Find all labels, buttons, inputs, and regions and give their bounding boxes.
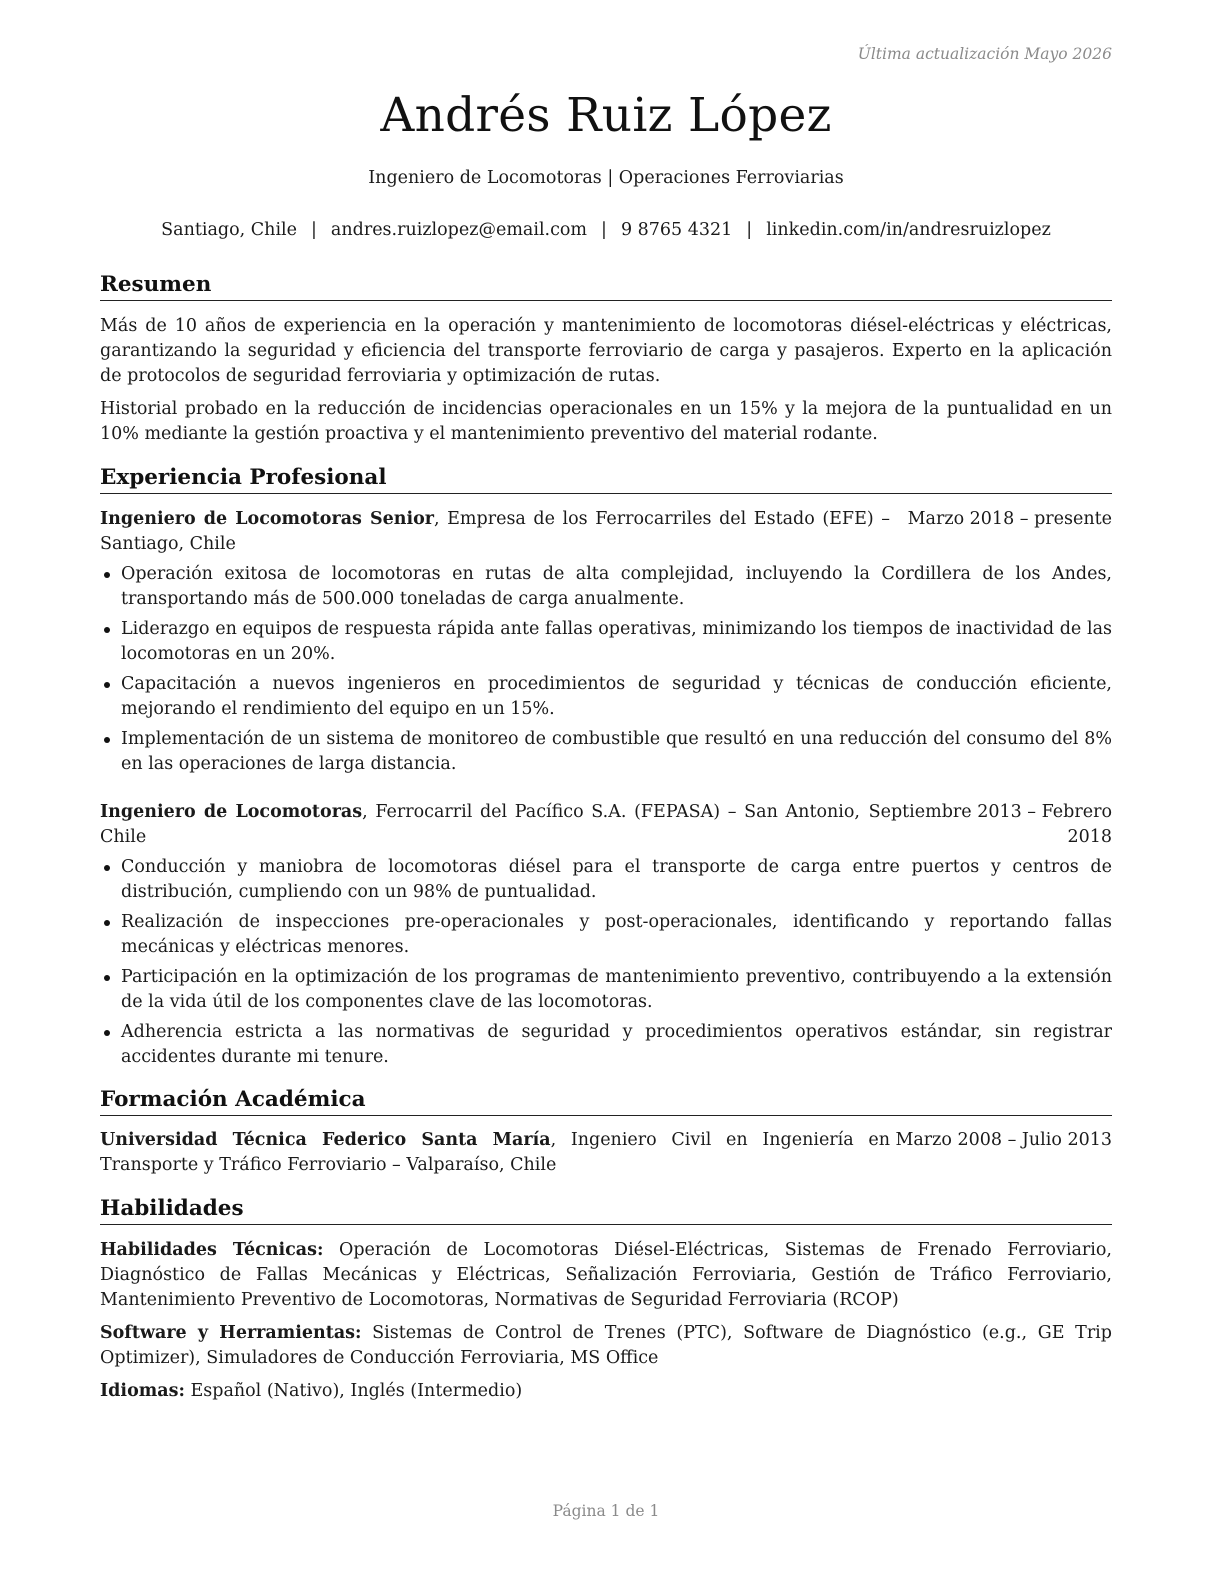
contact-separator: | (311, 220, 317, 240)
job-bullets (100, 855, 1112, 1070)
skill-value: Español (Nativo), Inglés (Intermedio) (184, 1381, 523, 1401)
skills-block (100, 1238, 1112, 1404)
list-item: Implementación de un sistema de monitoreo de combustible que resultó en una reducción del consumo del 8% en las operaciones de larga distancia. (100, 727, 1112, 777)
list-item: Capacitación a nuevos ingenieros en procedimientos de seguridad y técnicas de conducción eficiente, mejorando el rendimiento del equipo en un 15%. (100, 672, 1112, 722)
bullet-icon (104, 737, 110, 743)
skill-value: Sistemas de Control de Trenes (PTC), Software de Diagnóstico (e.g., GE Trip Optimizer), Simuladores de Conducción Ferroviaria, MS Office (100, 1323, 1112, 1368)
contact-line (100, 220, 1112, 240)
job-role: Ingeniero de Locomotoras (100, 802, 363, 822)
resume-page (100, 0, 1112, 1584)
job-header (100, 800, 1112, 850)
page-number: Página 1 de 1 (552, 1502, 660, 1520)
job-company: , Ferrocarril del Pacífico S.A. (FEPASA) – San Antonio, Chile (100, 802, 860, 847)
candidate-name: Andrés Ruiz López (380, 88, 832, 143)
skill-label: Habilidades Técnicas: (100, 1240, 324, 1260)
job-header (100, 507, 1112, 557)
skill-row (100, 1321, 1112, 1371)
list-item: Operación exitosa de locomotoras en rutas de alta complejidad, incluyendo la Cordillera de los Andes, transportando más de 500.000 toneladas de carga anualmente. (100, 562, 1112, 612)
skill-row (100, 1238, 1112, 1313)
skill-label: Software y Herramientas: (100, 1323, 362, 1343)
list-item: Participación en la optimización de los programas de mantenimiento preventivo, contribuyendo a la extensión de la vida útil de los componentes clave de las locomotoras. (100, 965, 1112, 1015)
bullet-icon (104, 627, 110, 633)
list-item: Liderazgo en equipos de respuesta rápida ante fallas operativas, minimizando los tiempos de inactividad de las locomotoras en un 20%. (100, 617, 1112, 667)
bullet-icon (104, 920, 110, 926)
list-item: Realización de inspecciones pre-operacionales y post-operacionales, identificando y reportando fallas mecánicas y eléctricas menores. (100, 910, 1112, 960)
contact-email[interactable]: andres.ruizlopez@email.com (330, 220, 588, 240)
headline: Ingeniero de Locomotoras | Operaciones Ferroviarias (368, 168, 844, 188)
section-title-education: Formación Académica (100, 1086, 1112, 1116)
skill-label: Idiomas: (100, 1381, 185, 1401)
list-item: Conducción y maniobra de locomotoras diésel para el transporte de carga entre puertos y centros de distribución, cumpliendo con un 98% de puntualidad. (100, 855, 1112, 905)
last-updated: Última actualización Mayo 2026 (857, 45, 1112, 63)
bullet-icon (104, 682, 110, 688)
section-title-summary: Resumen (100, 271, 1112, 301)
section-title-experience: Experiencia Profesional (100, 464, 1112, 494)
contact-separator: | (746, 220, 753, 240)
bullet-icon (104, 572, 110, 578)
education-dates: Marzo 2008 – Julio 2013 (895, 1130, 1112, 1150)
education-entry (100, 1128, 1112, 1178)
contact-separator: | (601, 220, 607, 240)
education-institution: Universidad Técnica Federico Santa María (100, 1130, 551, 1150)
job-dates: Septiembre 2013 – Febrero 2018 (868, 802, 1112, 847)
bullet-icon (104, 975, 110, 981)
job-bullets (100, 562, 1112, 777)
summary-paragraph: Más de 10 años de experiencia en la operación y mantenimiento de locomotoras diésel-eléctricas y eléctricas, garantizando la seguridad y eficiencia del transporte ferroviario de carga y pasajeros. Experto en la aplicación de protocolos de seguridad ferroviaria y optimización de rutas. (100, 316, 1112, 386)
job-dates: Marzo 2018 – presente (907, 509, 1112, 529)
job-role: Ingeniero de Locomotoras Senior (100, 509, 435, 529)
bullet-icon (104, 1030, 110, 1036)
skill-value: Operación de Locomotoras Diésel-Eléctricas, Sistemas de Frenado Ferroviario, Diagnóstico de Fallas Mecánicas y Eléctricas, Señalización Ferroviaria, Gestión de Tráfico Ferroviario, Mantenimiento Preventivo de Locomotoras, Normativas de Seguridad Ferroviaria (RCOP) (100, 1240, 1112, 1310)
section-title-skills: Habilidades (100, 1195, 1112, 1225)
education-degree: , Ingeniero Civil en Ingeniería en Transporte y Tráfico Ferroviario – Valparaíso, Chile (100, 1130, 890, 1175)
contact-phone: 9 8765 4321 (620, 220, 733, 240)
bullet-icon (104, 865, 110, 871)
job-company: , Empresa de los Ferrocarriles del Estado (EFE) – Santiago, Chile (100, 509, 890, 554)
contact-linkedin[interactable]: linkedin.com/in/andresruizlopez (766, 220, 1051, 240)
summary-block (100, 314, 1112, 447)
skill-row (100, 1379, 1112, 1404)
list-item: Adherencia estricta a las normativas de seguridad y procedimientos operativos estándar, sin registrar accidentes durante mi tenure. (100, 1020, 1112, 1070)
summary-paragraph: Historial probado en la reducción de incidencias operacionales en un 15% y la mejora de la puntualidad en un 10% mediante la gestión proactiva y el mantenimiento preventivo del material rodante. (100, 399, 1112, 444)
contact-location: Santiago, Chile (161, 220, 298, 240)
